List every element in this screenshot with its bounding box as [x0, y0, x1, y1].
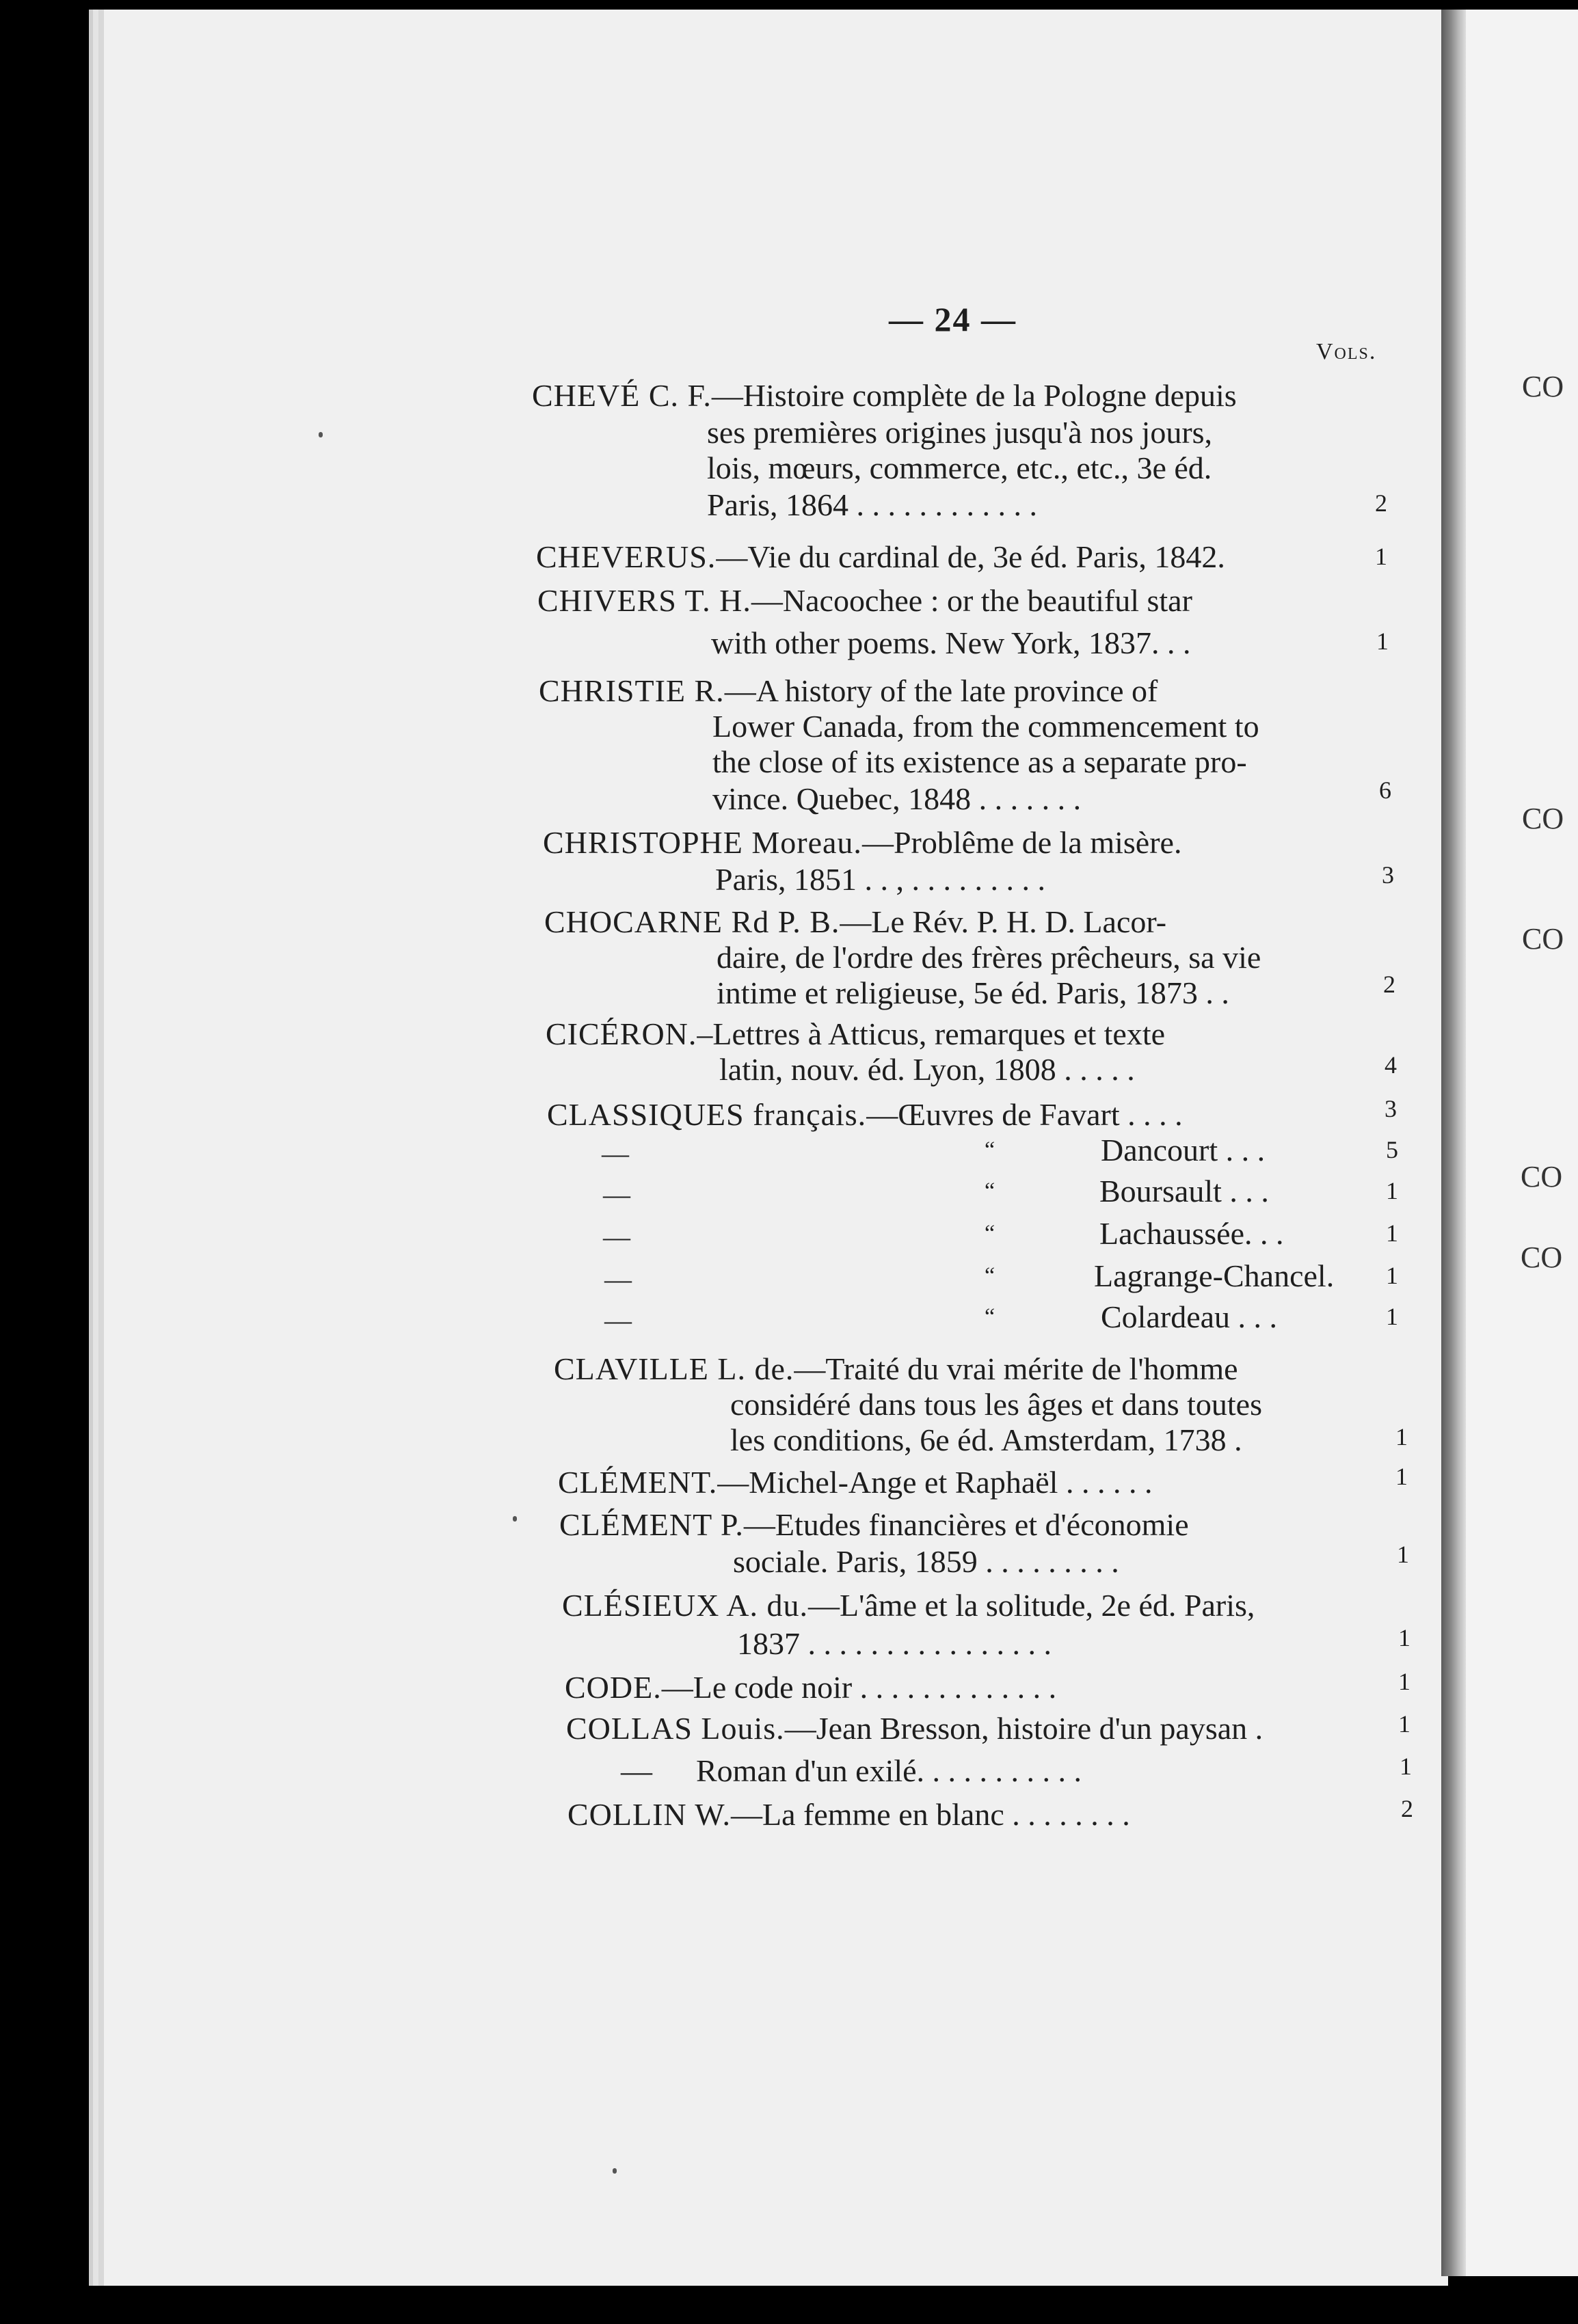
right-page-fragment: CO — [1522, 370, 1564, 403]
ditto-author: Boursault . . . — [1099, 1174, 1269, 1208]
ditto-dash: — — [602, 1138, 629, 1169]
volume-count: 1 — [1395, 1423, 1408, 1450]
right-page-fragment: CO — [1522, 922, 1564, 956]
volume-count: 1 — [1386, 1303, 1398, 1330]
right-page-fragment: CO — [1521, 1160, 1563, 1193]
entry-line: with other poems. New York, 1837. . . — [711, 625, 1191, 660]
entry-line: COLLAS Louis.—Jean Bresson, histoire d'un paysan . — [566, 1711, 1263, 1746]
entry-line: CHRISTOPHE Moreau.—Problême de la misère. — [543, 825, 1182, 860]
ditto-author: Lagrange-Chancel. — [1094, 1258, 1335, 1293]
entry-line: Paris, 1851 . . , . . . . . . . . . — [715, 862, 1045, 897]
volume-count: 1 — [1376, 627, 1389, 655]
entry-line: CLASSIQUES français.—Œuvres de Favart . . . . — [547, 1097, 1183, 1132]
ditto-dash: — — [603, 1221, 630, 1252]
volume-count: 1 — [1386, 1177, 1398, 1204]
volume-count: 4 — [1385, 1051, 1397, 1079]
ditto-author: Lachaussée. . . — [1099, 1216, 1284, 1251]
entry-line: CHRISTIE R.—A history of the late province of — [539, 673, 1158, 708]
book-gutter — [1441, 10, 1466, 2276]
entry-line: Lower Canada, from the commencement to — [712, 709, 1259, 744]
entry-line: CHEVÉ C. F.—Histoire complète de la Pologne depuis — [532, 378, 1237, 413]
ditto-author: Colardeau . . . — [1101, 1299, 1278, 1334]
ditto-dash: — — [604, 1305, 632, 1336]
ditto-mark: “ — [985, 1263, 995, 1288]
ditto-dash: — — [603, 1179, 630, 1210]
volume-count: 6 — [1379, 776, 1391, 804]
volume-count: 1 — [1395, 1463, 1408, 1490]
entry-line: CLÉMENT.—Michel-Ange et Raphaël . . . . . . — [558, 1465, 1153, 1500]
volume-count: 1 — [1398, 1710, 1410, 1738]
ditto-mark: “ — [985, 1137, 995, 1163]
entry-line: CICÉRON.–Lettres à Atticus, remarques et texte — [546, 1016, 1166, 1051]
entry-line: CHOCARNE Rd P. B.—Le Rév. P. H. D. Lacor- — [544, 904, 1167, 939]
entry-line: sociale. Paris, 1859 . . . . . . . . . — [733, 1544, 1119, 1579]
volume-count: 1 — [1375, 543, 1387, 570]
volume-count: 1 — [1400, 1753, 1412, 1780]
ditto-author: Dancourt . . . — [1101, 1133, 1266, 1167]
entry-line: CHEVERUS.—Vie du cardinal de, 3e éd. Paris, 1842. — [536, 539, 1225, 574]
page-number: — 24 — — [889, 300, 1017, 338]
ditto-dash: — — [604, 1264, 632, 1295]
right-page-fragment: CO — [1522, 802, 1564, 835]
ditto-mark: “ — [985, 1221, 995, 1246]
volume-count: 5 — [1386, 1136, 1398, 1163]
ditto-mark: “ — [985, 1178, 995, 1204]
volume-count: 1 — [1386, 1262, 1398, 1289]
right-page-fragment: CO — [1521, 1241, 1563, 1274]
entry-line: — Roman d'un exilé. . . . . . . . . . . — [621, 1753, 1082, 1788]
entry-line: the close of its existence as a separate pro- — [712, 744, 1247, 779]
entry-line: les conditions, 6e éd. Amsterdam, 1738 . — [730, 1422, 1242, 1457]
volume-count: 2 — [1401, 1795, 1413, 1822]
ink-speck — [613, 2168, 617, 2174]
vols-column-heading: Vols. — [1316, 339, 1377, 364]
entry-line: Paris, 1864 . . . . . . . . . . . . — [707, 487, 1037, 522]
entry-line: intime et religieuse, 5e éd. Paris, 1873 . . — [717, 975, 1229, 1010]
entry-line: considéré dans tous les âges et dans toutes — [730, 1387, 1262, 1422]
entry-line: daire, de l'ordre des frères prêcheurs, sa vie — [717, 940, 1261, 975]
entry-line: CLÉSIEUX A. du.—L'âme et la solitude, 2e éd. Paris, — [562, 1588, 1255, 1623]
ink-speck — [513, 1516, 517, 1522]
entry-line: CHIVERS T. H.—Nacoochee : or the beautiful star — [537, 583, 1192, 618]
entry-line: COLLIN W.—La femme en blanc . . . . . . . . — [567, 1797, 1130, 1832]
entry-line: lois, mœurs, commerce, etc., etc., 3e éd. — [707, 450, 1212, 485]
volume-count: 1 — [1397, 1541, 1409, 1568]
volume-count: 1 — [1386, 1219, 1398, 1247]
entry-line: vince. Quebec, 1848 . . . . . . . — [712, 781, 1082, 816]
entry-line: CODE.—Le code noir . . . . . . . . . . . . . — [565, 1670, 1057, 1705]
ink-speck — [319, 432, 323, 437]
volume-count: 1 — [1398, 1624, 1410, 1651]
entry-line: latin, nouv. éd. Lyon, 1808 . . . . . — [719, 1052, 1135, 1087]
entry-line: CLAVILLE L. de.—Traité du vrai mérite de l'homme — [554, 1351, 1238, 1386]
volume-count: 2 — [1383, 971, 1395, 998]
entry-line: ses premières origines jusqu'à nos jours, — [707, 415, 1213, 450]
volume-count: 3 — [1385, 1095, 1397, 1122]
volume-count: 2 — [1375, 489, 1387, 517]
right-page-edge — [1466, 10, 1578, 2276]
ditto-mark: “ — [985, 1304, 995, 1329]
entry-line: 1837 . . . . . . . . . . . . . . . . — [737, 1626, 1052, 1661]
volume-count: 3 — [1382, 861, 1394, 889]
volume-count: 1 — [1398, 1668, 1410, 1695]
entry-line: CLÉMENT P.—Etudes financières et d'économie — [559, 1507, 1189, 1542]
